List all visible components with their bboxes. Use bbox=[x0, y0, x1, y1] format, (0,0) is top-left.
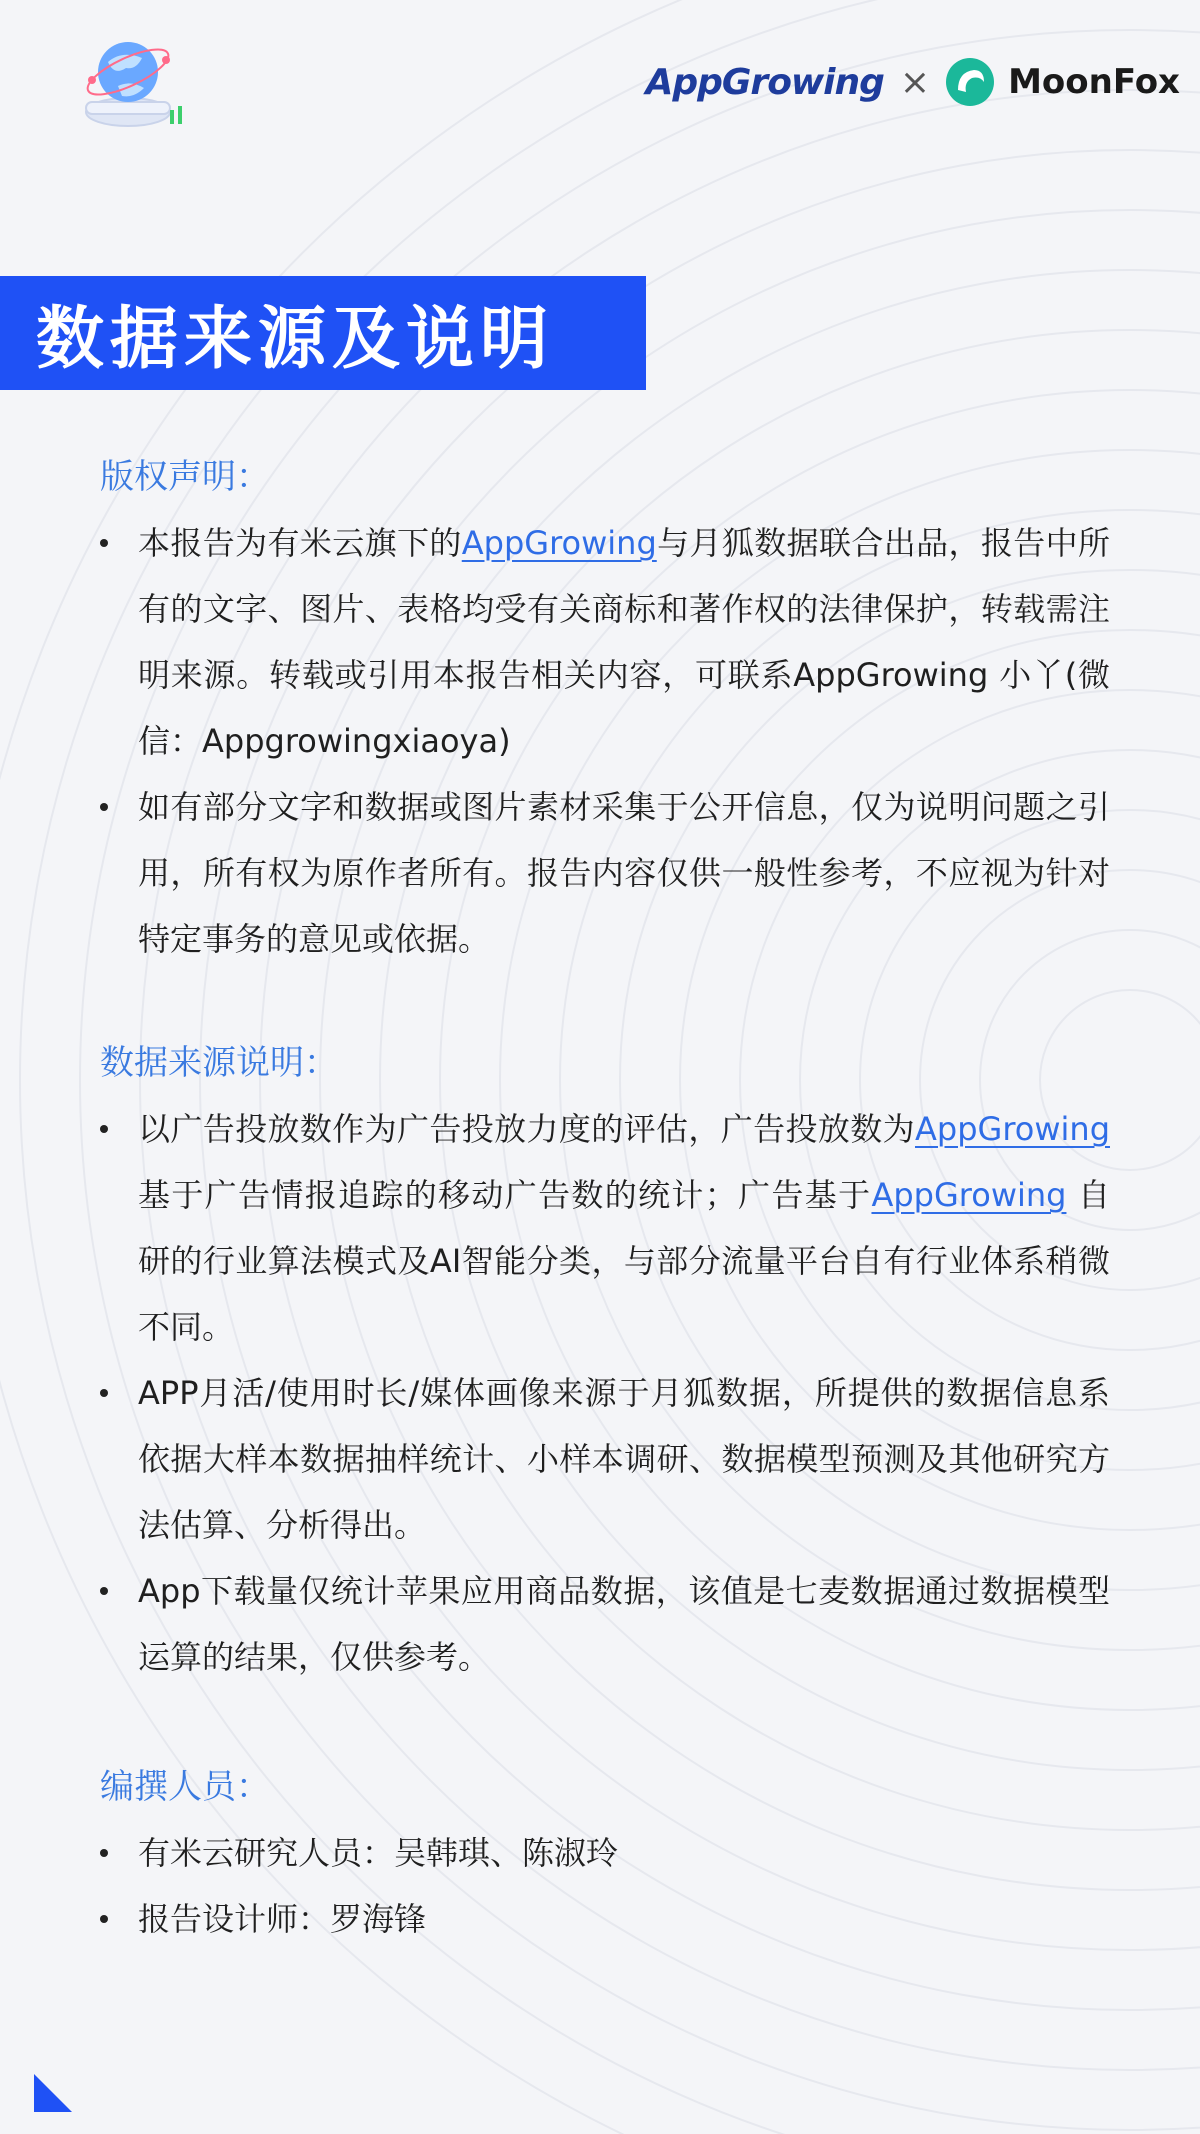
brand-header bbox=[645, 52, 1180, 112]
corner-triangle-icon bbox=[34, 2074, 72, 2112]
brand-separator: × bbox=[899, 61, 931, 103]
bullet-list bbox=[100, 1820, 1110, 1952]
list-item bbox=[100, 510, 1110, 774]
text-span: 本报告为有米云旗下的 bbox=[138, 524, 462, 562]
text-span: APP月活/使用时长/媒体画像来源于月狐数据，所提供的数据信息系依据大样本数据抽样统计、小样本调研、数据模型预测及其他研究方法估算、分析得出。 bbox=[138, 1374, 1110, 1544]
page-title: 数据来源及说明 bbox=[36, 299, 555, 379]
appgrowing-link[interactable]: AppGrowing bbox=[871, 1176, 1067, 1214]
list-item bbox=[100, 1096, 1110, 1360]
bullet-list bbox=[100, 1096, 1110, 1690]
moonfox-icon bbox=[944, 56, 996, 108]
text-span: 有米云研究人员：吴韩琪、陈淑玲 bbox=[138, 1834, 619, 1872]
section-data-source bbox=[100, 1034, 1110, 1690]
appgrowing-logo: AppGrowing bbox=[645, 61, 884, 103]
section-authors bbox=[100, 1758, 1110, 1952]
text-span: 如有部分文字和数据或图片素材采集于公开信息，仅为说明问题之引用，所有权为原作者所有。报告内容仅供一般性参考，不应视为针对特定事务的意见或依据。 bbox=[138, 788, 1110, 958]
section-copyright bbox=[100, 448, 1110, 972]
list-item bbox=[100, 774, 1110, 972]
text-span: 报告设计师：罗海锋 bbox=[138, 1900, 427, 1938]
text-span: 基于广告情报追踪的移动广告数的统计；广告基于 bbox=[138, 1176, 872, 1214]
page-title-banner bbox=[0, 276, 646, 390]
section-heading: 数据来源说明： bbox=[100, 1043, 338, 1083]
text-span: 自研的行业算法模式及AI智能分类，与部分流量平台自有行业体系稍微不同。 bbox=[138, 1176, 1110, 1346]
text-span: 以广告投放数作为广告投放力度的评估，广告投放数为 bbox=[138, 1110, 915, 1148]
appgrowing-link[interactable]: AppGrowing bbox=[915, 1110, 1110, 1148]
section-heading: 编撰人员： bbox=[100, 1767, 270, 1807]
section-heading: 版权声明： bbox=[100, 457, 270, 497]
text-span: App下载量仅统计苹果应用商品数据，该值是七麦数据通过数据模型运算的结果，仅供参考。 bbox=[138, 1572, 1110, 1676]
text-span: 与月狐数据联合出品，报告中所有的文字、图片、表格均受有关商标和著作权的法律保护，转载需注明来源。转载或引用本报告相关内容，可联系AppGrowing 小丫(微信：Appgrowingxiaoya) bbox=[138, 524, 1110, 760]
list-item bbox=[100, 1820, 1110, 1886]
moonfox-logo: MoonFox bbox=[1008, 62, 1180, 102]
appgrowing-link[interactable]: AppGrowing bbox=[461, 524, 657, 562]
globe-logo-icon bbox=[70, 20, 190, 140]
list-item bbox=[100, 1360, 1110, 1558]
bullet-list bbox=[100, 510, 1110, 972]
list-item bbox=[100, 1558, 1110, 1690]
list-item bbox=[100, 1886, 1110, 1952]
content-body bbox=[100, 448, 1110, 1952]
